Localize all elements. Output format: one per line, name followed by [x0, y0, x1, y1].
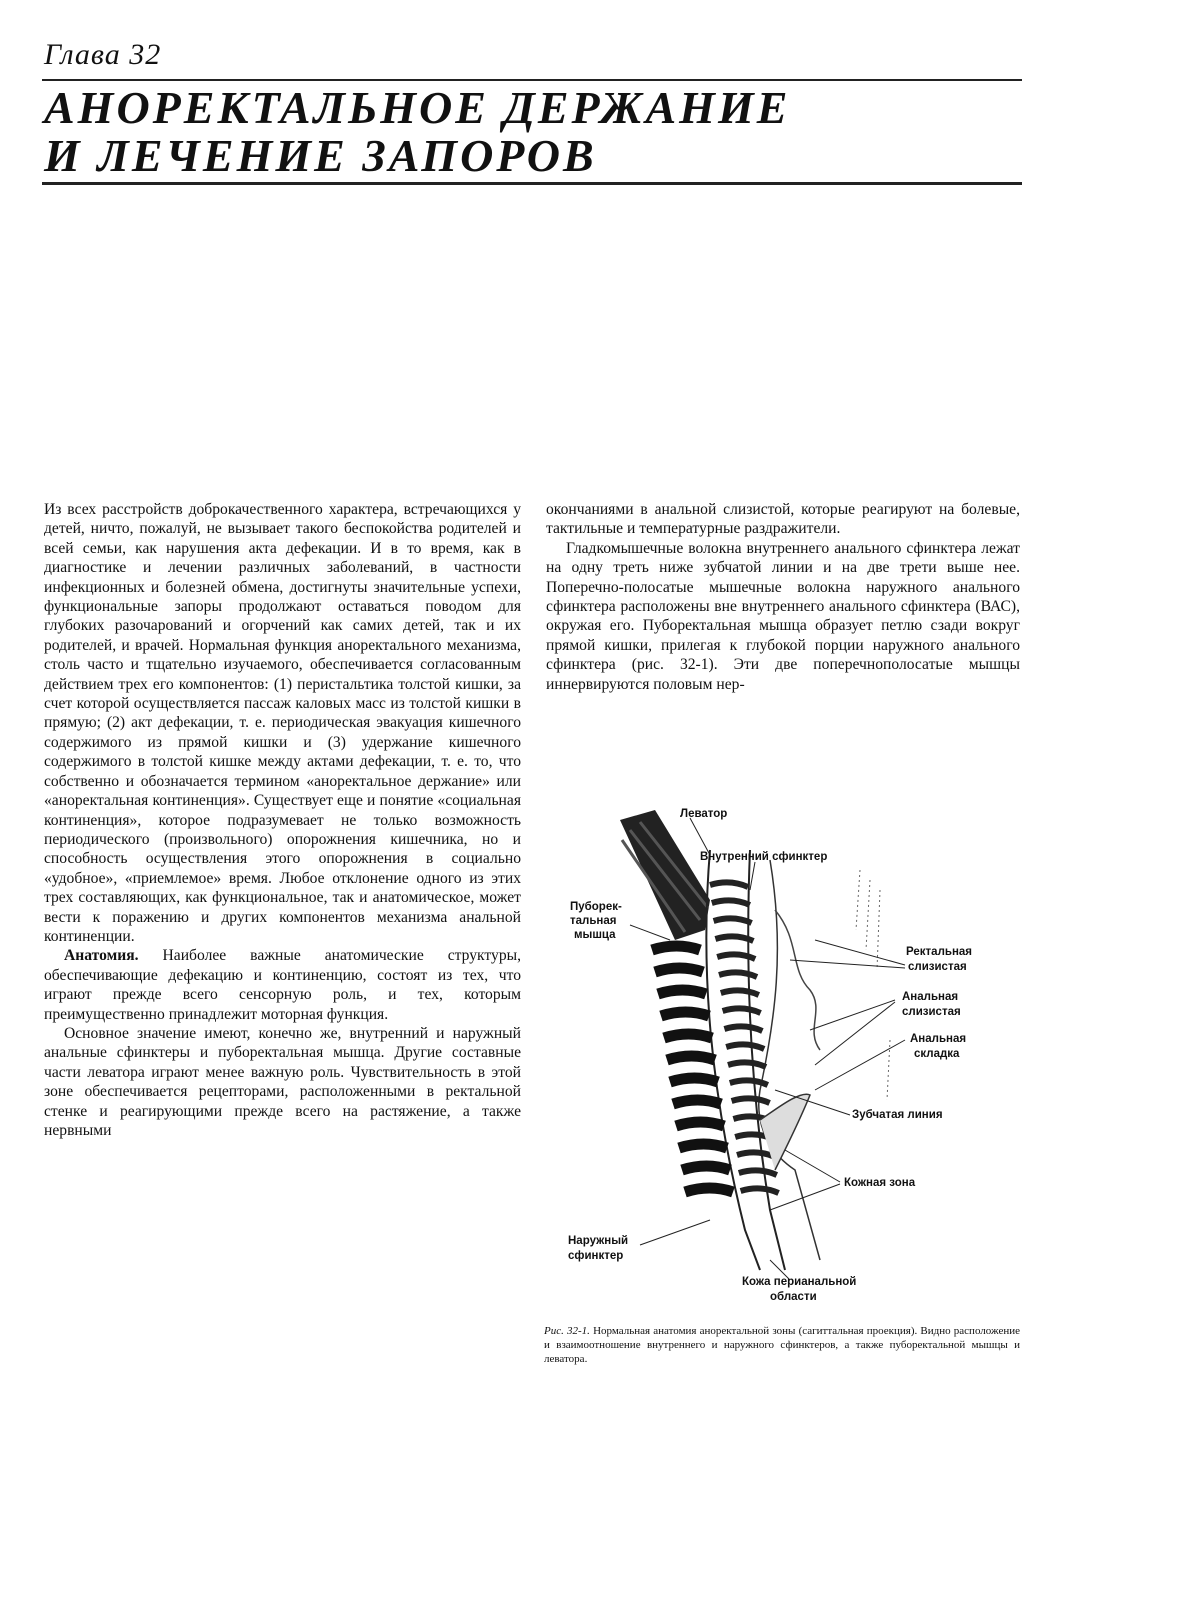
external-sphincter-band: [652, 946, 700, 950]
internal-sphincter-stripe: [721, 990, 759, 995]
internal-sphincter-stripe: [714, 918, 752, 923]
external-sphincter-band: [676, 1122, 724, 1126]
internal-sphincter-stripe: [726, 1044, 764, 1049]
external-sphincter-band: [667, 1056, 715, 1060]
label-anal-mucosa-2: слизистая: [902, 1006, 961, 1018]
external-sphincter-band: [661, 1012, 709, 1016]
internal-sphincter-stripe: [728, 1062, 766, 1067]
external-sphincter-band: [658, 990, 706, 994]
label-rectal-mucosa-2: слизистая: [908, 961, 967, 973]
left-text-column: [44, 500, 521, 1140]
external-sphincter-band: [655, 968, 703, 972]
internal-sphincter-stripe: [737, 1152, 775, 1157]
right-text-column: [546, 500, 1020, 694]
anal-fold: [760, 1094, 810, 1170]
paragraph-text: Наиболее важные анатомические структуры, обеспечивающие дефекацию и континенцию, состоят из тех, что играют прежде всего сенсорную роль, и тех, которым преимущественно принадлежит моторная функция.: [44, 947, 521, 1023]
internal-sphincter-stripe: [739, 1170, 777, 1175]
figure-caption: [544, 1324, 1020, 1366]
label-puborectalis-2: тальная: [570, 915, 617, 927]
label-puborectalis-1: Пуборек-: [570, 901, 622, 913]
internal-sphincter-stripe: [712, 900, 750, 905]
title-line-1: АНОРЕКТАЛЬНОЕ ДЕРЖАНИЕ: [44, 82, 791, 133]
internal-sphincter-stripe: [715, 936, 753, 941]
label-levator: Леватор: [680, 808, 728, 820]
bottom-rule: [42, 182, 1022, 185]
internal-sphincter-stripe: [710, 882, 748, 887]
label-rectal-mucosa-1: Ректальная: [906, 946, 972, 958]
label-perianal-skin-1: Кожа перианальной: [742, 1276, 857, 1288]
paragraph: Гладкомышечные волокна внутреннего анального сфинктера лежат на одну треть ниже зубчатой линии и на две трети выше нее. Поперечно-полосатые мышечные волокна наружного анального сфинктера расположены вне внутреннего анального сфинктера (ВАС), окружая его. Пуборектальная мышца образует петлю сзади вокруг прямой кишки, прилегая к глубокой порции наружного анального сфинктера (рис. 32-1). Эти две поперечнополосатые мышцы иннервируются половым нер-: [546, 539, 1020, 693]
external-sphincter-bands: [652, 946, 733, 1192]
external-sphincter-band: [679, 1144, 727, 1148]
paragraph: [44, 946, 521, 1024]
figure-number: Рис. 32-1.: [544, 1325, 590, 1337]
label-dentate-line: Зубчатая линия: [852, 1109, 943, 1121]
internal-sphincter-stripe: [732, 1098, 770, 1103]
internal-sphincter-stripe: [724, 1026, 762, 1031]
paragraph: Основное значение имеют, конечно же, внутренний и наружный анальные сфинктеры и пуборектальная мышца. Другие составные части леватора играют менее важную роль. Чувствительность в этой зоне обеспечивается рецепторами, расположенными в ректальной стенке и реагирующими прежде всего на растяжение, а также нервными: [44, 1024, 521, 1139]
label-anal-fold-1: Анальная: [910, 1033, 967, 1045]
label-skin-zone: Кожная зона: [844, 1177, 916, 1189]
anorectal-anatomy-illustration: [560, 790, 1030, 1310]
anatomy-figure: [560, 790, 1030, 1310]
external-sphincter-band: [685, 1188, 733, 1192]
label-external-sphincter-1: Наружный: [568, 1235, 629, 1247]
external-sphincter-band: [670, 1078, 718, 1082]
external-sphincter-band: [682, 1166, 730, 1170]
label-puborectalis-3: мышца: [574, 929, 616, 941]
internal-sphincter-stripe: [741, 1188, 779, 1193]
internal-sphincter-stripe: [730, 1080, 768, 1085]
internal-sphincter-stripe: [717, 954, 755, 959]
title-line-2: И ЛЕЧЕНИЕ ЗАПОРОВ: [44, 130, 597, 181]
section-heading-anatomy: Анатомия.: [64, 947, 139, 965]
external-sphincter-band: [664, 1034, 712, 1038]
chapter-title: [44, 84, 1024, 180]
label-external-sphincter-2: сфинктер: [568, 1250, 624, 1262]
paragraph: Из всех расстройств доброкачественного характера, встречающихся у детей, ничто, пожалуй, не вызывает такого беспокойства родителей и всей семьи, как нарушения акта дефекации. И в то время, как в диагностике и лечении различных заболеваний, в частности инфекционных и болезней обмена, достигнуты значительные успехи, функциональные запоры продолжают оставаться поводом для глубоких разочарований и огорчений как самих детей, так и их родителей, и врачей. Нормальная функция аноректального механизма, столь часто и тщательно изучаемого, обеспечивается согласованным действием трех его компонентов: (1) перистальтика толстой кишки, за счет которой осуществляется пассаж каловых масс из толстой кишки в прямую; (2) акт дефекации, т. е. периодическая эвакуация кишечного содержимого из прямой кишки и (3) удержание кишечного содержимого в толстой кишке между актами дефекации, т. е. то, что собственно и обозначается термином «аноректальное держание» или «аноректальная континенция». Существует еще и понятие «социальная континенция», которое подразумевает не только возможность периодического (произвольного) опорожнения кишечника, но и способность осуществления этого опорожнения в социально «удобное», «приемлемое» время. Любое отклонение одного из этих трех составляющих, как функциональное, так и анатомическое, может вести к поражению и других компонентов механизма анальной континенции.: [44, 501, 521, 945]
caption-text: Нормальная анатомия аноректальной зоны (сагиттальная проекция). Видно расположение и взаимоотношение внутреннего и наружного сфинктеров, а также пуборектальной мышцы и леватора.: [544, 1325, 1021, 1365]
label-anal-mucosa-1: Анальная: [902, 991, 959, 1003]
label-internal-sphincter: Внутренний сфинктер: [700, 851, 828, 863]
tissue-hatching: [856, 870, 890, 1100]
top-rule: [42, 79, 1022, 81]
external-sphincter-band: [673, 1100, 721, 1104]
label-anal-fold-2: складка: [914, 1048, 960, 1060]
chapter-label: Глава 32: [44, 38, 162, 71]
label-perianal-skin-2: области: [770, 1291, 817, 1303]
internal-sphincter-stripe: [719, 972, 757, 977]
paragraph: окончаниями в анальной слизистой, которые реагируют на болевые, тактильные и температурные раздражители.: [546, 501, 1020, 538]
internal-sphincter-stripe: [723, 1008, 761, 1013]
